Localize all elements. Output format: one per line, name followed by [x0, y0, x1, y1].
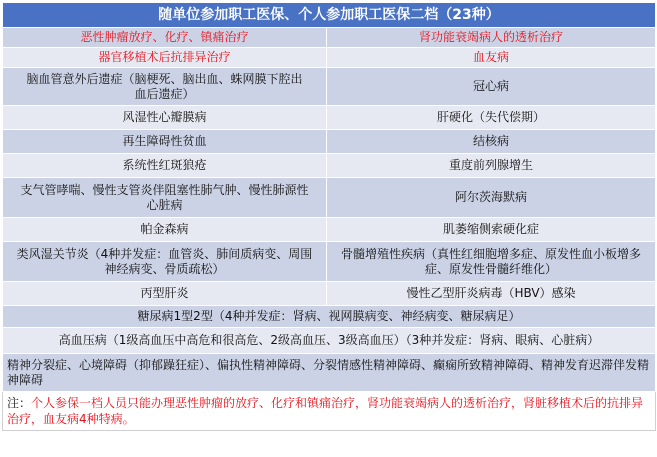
disease-right-cell: 慢性乙型肝炎病毒（HBV）感染 [327, 282, 656, 306]
disease-table-container [2, 2, 655, 431]
table-row [3, 154, 656, 178]
table-title: 随单位参加职工医保、个人参加职工医保二档（23种） [3, 3, 656, 28]
disease-full-cell: 高血压病（1级高血压中高危和很高危、2级高血压、3级高血压）（3种并发症：肾病、眼病、心脏病） [3, 328, 656, 354]
table-row [3, 306, 656, 328]
disease-right-cell: 肝硬化（失代偿期） [327, 106, 656, 130]
disease-right-cell: 血友病 [327, 48, 656, 68]
disease-full-cell: 精神分裂症、心境障碍（抑郁躁狂症）、偏执性精神障碍、分裂情感性精神障碍、癫痫所致精神障碍、精神发育迟滞伴发精神障碍 [3, 354, 656, 392]
note-cell [3, 392, 656, 431]
disease-right-cell: 骨髓增殖性疾病（真性红细胞增多症、原发性血小板增多症、原发性骨髓纤维化） [327, 242, 656, 282]
note-label: 注： [7, 396, 32, 410]
disease-left-cell: 系统性红斑狼疮 [3, 154, 327, 178]
disease-right-cell: 结核病 [327, 130, 656, 154]
title-row [3, 3, 656, 28]
disease-right-cell: 重度前列腺增生 [327, 154, 656, 178]
table-row [3, 354, 656, 392]
disease-left-cell: 再生障碍性贫血 [3, 130, 327, 154]
note-text: 个人参保一档人员只能办理恶性肿瘤的放疗、化疗和镇痛治疗，肾功能衰竭病人的透析治疗，肾脏移植术后的抗排异治疗，血友病4种特病。 [7, 396, 644, 426]
disease-left-cell: 丙型肝炎 [3, 282, 327, 306]
table-row [3, 328, 656, 354]
table-row [3, 48, 656, 68]
disease-full-cell: 糖尿病1型2型（4种并发症：肾病、视网膜病变、神经病变、糖尿病足） [3, 306, 656, 328]
disease-left-cell: 恶性肿瘤放疗、化疗、镇痛治疗 [3, 28, 327, 48]
disease-table [2, 2, 656, 431]
disease-left-cell: 风湿性心瓣膜病 [3, 106, 327, 130]
disease-left-cell: 帕金森病 [3, 218, 327, 242]
note-row [3, 392, 656, 431]
table-row [3, 130, 656, 154]
table-row [3, 68, 656, 106]
table-row [3, 242, 656, 282]
disease-left-cell: 器官移植术后抗排异治疗 [3, 48, 327, 68]
disease-right-cell: 阿尔茨海默病 [327, 178, 656, 218]
table-row [3, 282, 656, 306]
table-row [3, 178, 656, 218]
table-row [3, 28, 656, 48]
disease-left-cell: 支气管哮喘、慢性支管炎伴阻塞性肺气肿、慢性肺源性心脏病 [3, 178, 327, 218]
disease-left-cell: 脑血管意外后遗症（脑梗死、脑出血、蛛网膜下腔出血后遗症） [3, 68, 327, 106]
disease-right-cell: 冠心病 [327, 68, 656, 106]
disease-right-cell: 肌萎缩侧索硬化症 [327, 218, 656, 242]
table-row [3, 106, 656, 130]
table-row [3, 218, 656, 242]
disease-right-cell: 肾功能衰竭病人的透析治疗 [327, 28, 656, 48]
disease-left-cell: 类风湿关节炎（4种并发症：血管炎、肺间质病变、周围神经病变、骨质疏松） [3, 242, 327, 282]
